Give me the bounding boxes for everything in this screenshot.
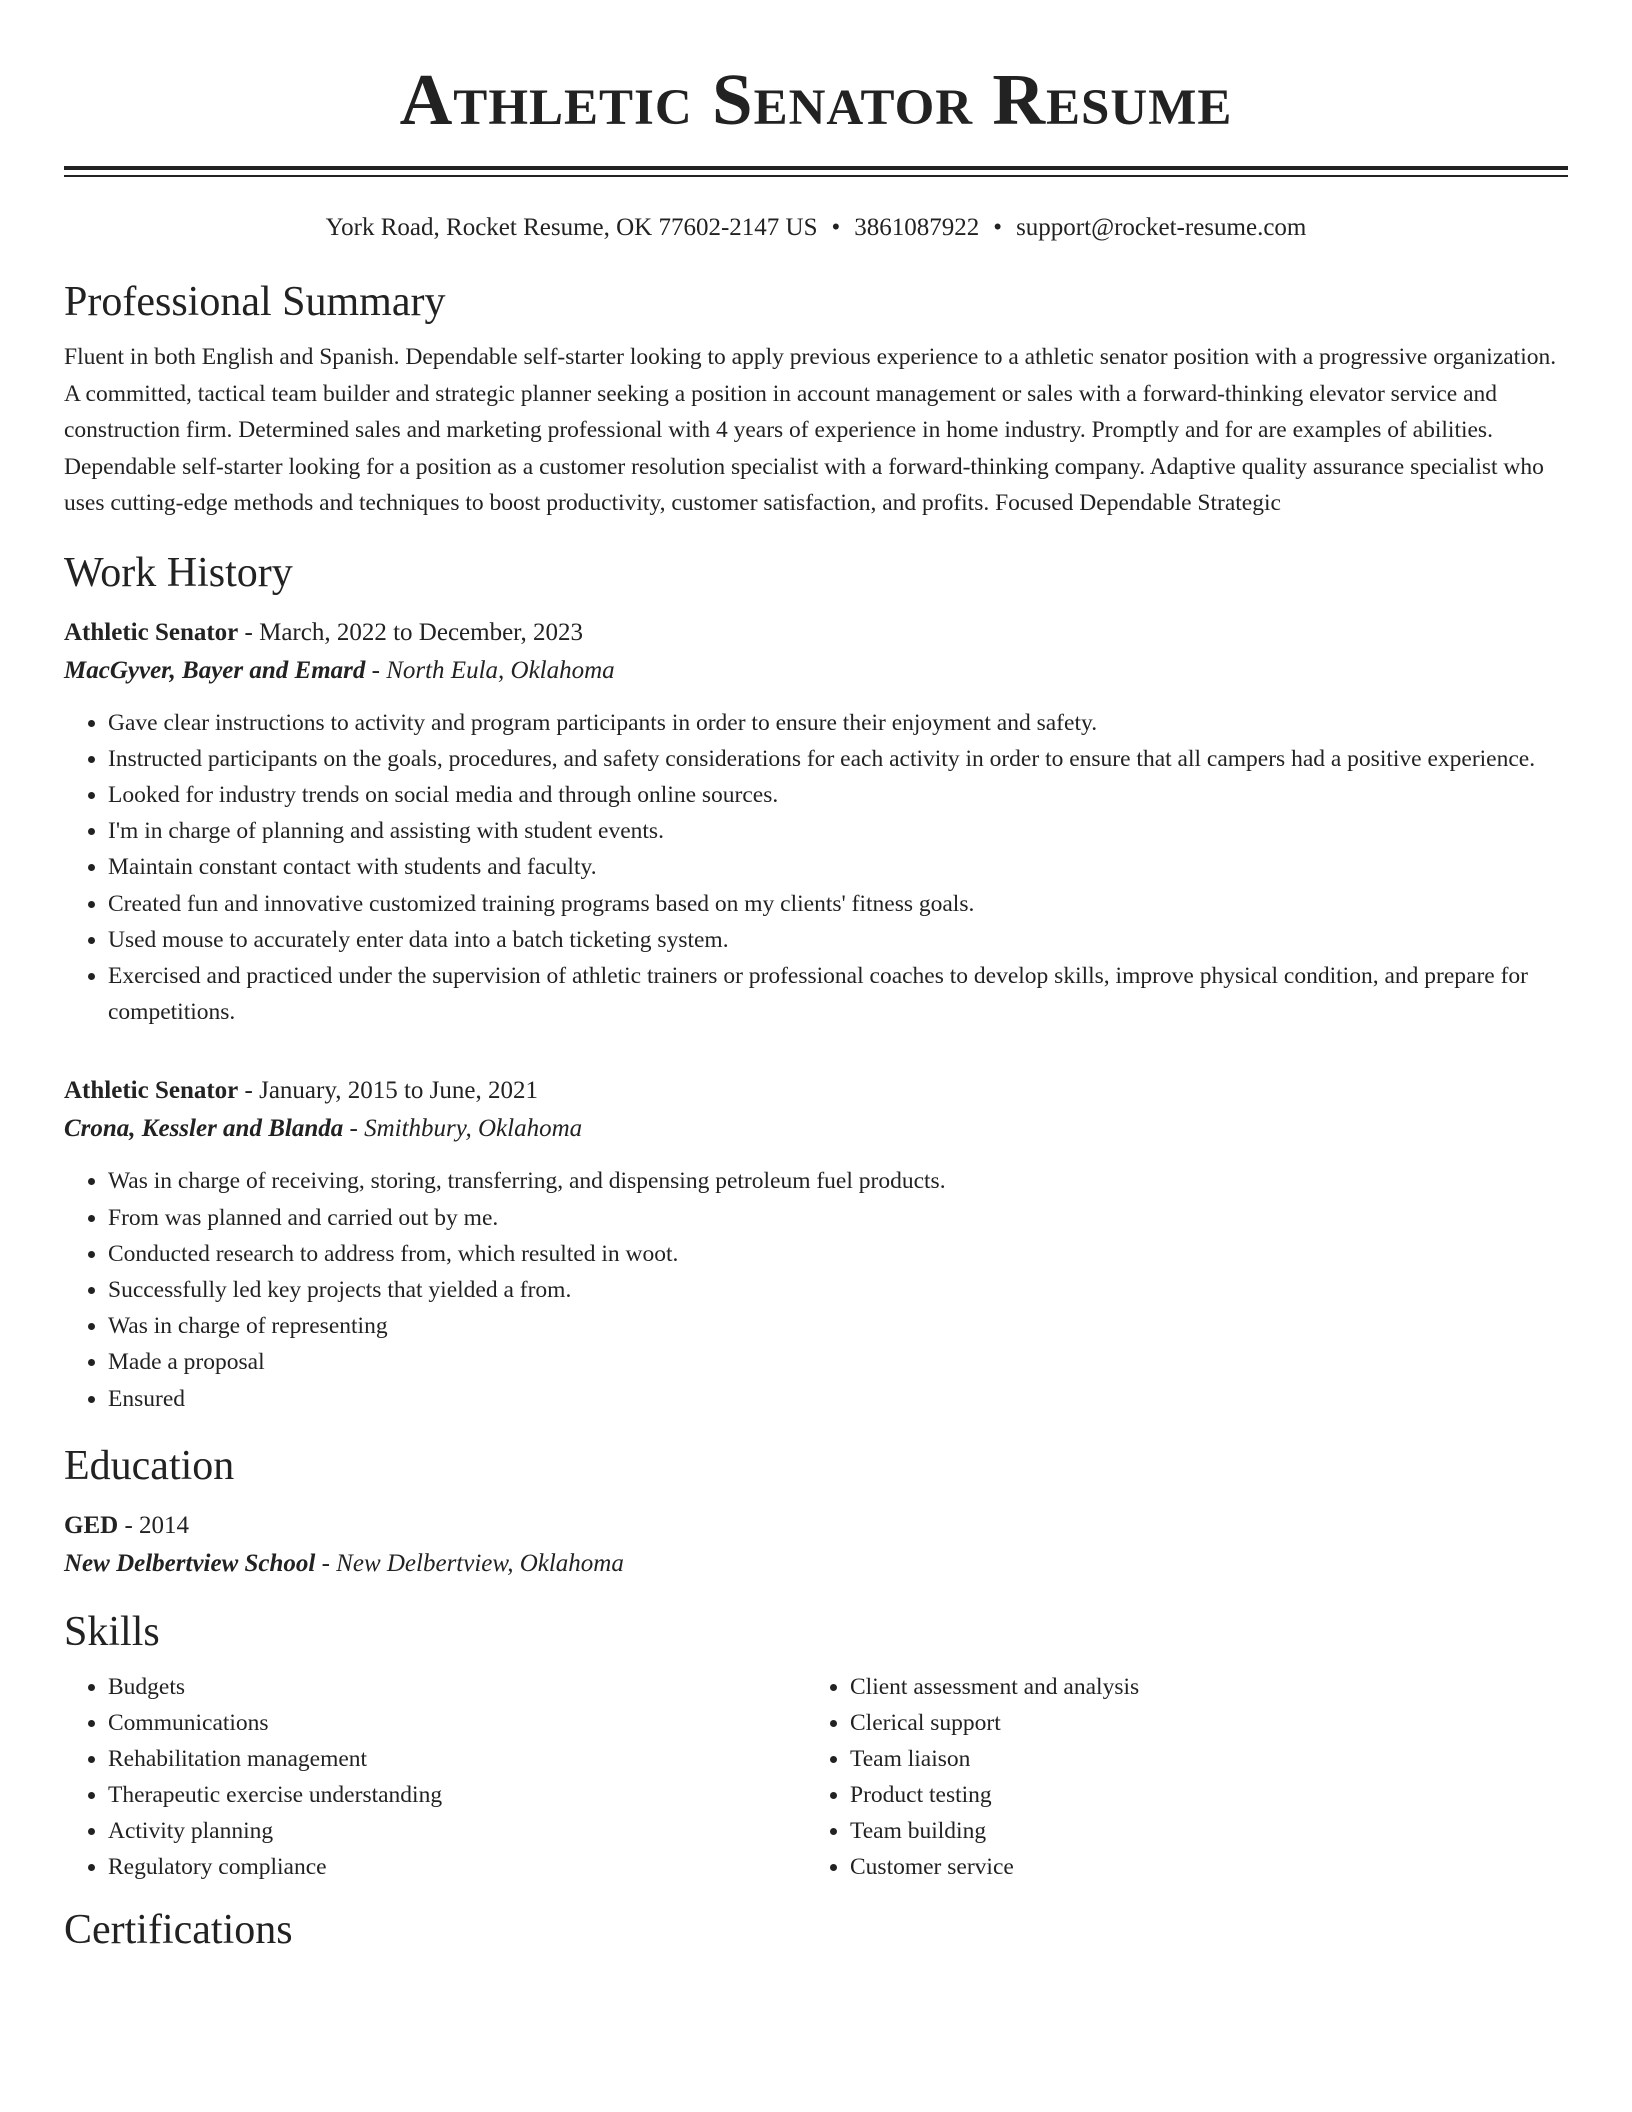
job-duty: • Ensured [108,1381,1568,1417]
contact-separator: • [993,214,1003,241]
job-duty: • Maintain constant contact with students and faculty. [108,849,1568,885]
job-location: - Smithbury, Oklahoma [343,1115,583,1143]
contact-address: York Road, Rocket Resume, OK 77602-2147 US [325,214,818,241]
skills-grid [64,1669,1568,1885]
education-school: New Delbertview School [64,1549,316,1577]
skills-column-left [64,1669,806,1885]
job-duty: • Created fun and innovative customized training programs based on my clients' fitness goals. [108,886,1568,922]
job-entry [64,614,1568,1031]
skill-item: • Communications [108,1705,806,1741]
job-duty: • Conducted research to address from, which resulted in woot. [108,1236,1568,1272]
skills-heading: Skills [64,1608,160,1655]
skill-item: • Therapeutic exercise understanding [108,1777,806,1813]
job-duty: • Instructed participants on the goals, procedures, and safety considerations for each activity in order to ensure that all campers had a positive experience. [108,741,1568,777]
job-duties-list [64,705,1568,1031]
job-employer [64,652,1568,690]
education-entry [64,1507,1568,1583]
skill-item: • Product testing [850,1777,1548,1813]
job-duty: • From was planned and carried out by me. [108,1200,1568,1236]
skill-item: • Client assessment and analysis [850,1669,1548,1705]
title-divider-thin [64,175,1568,177]
skill-item: • Team building [850,1813,1548,1849]
skill-item: • Customer service [850,1849,1548,1885]
job-duty: • Successfully led key projects that yielded a from. [108,1272,1568,1308]
education-degree: GED [64,1511,119,1539]
skills-list [806,1669,1548,1885]
job-duty: • Was in charge of representing [108,1308,1568,1344]
education-heading: Education [64,1442,235,1489]
job-duties-list [64,1163,1568,1416]
summary-heading: Professional Summary [64,279,446,325]
contact-separator: • [831,214,841,241]
education-school-line [64,1545,1568,1583]
education-year: - 2014 [118,1511,190,1539]
work-history-heading: Work History [64,549,293,596]
skill-item: • Budgets [108,1669,806,1705]
title-divider-thick [64,166,1568,170]
job-employer [64,1110,1568,1148]
job-company: MacGyver, Bayer and Emard [64,656,366,684]
resume-title: Athletic Senator Resume [399,59,1233,140]
job-location: - North Eula, Oklahoma [365,656,615,684]
skill-item: • Regulatory compliance [108,1849,806,1885]
job-duty: • I'm in charge of planning and assisting with student events. [108,813,1568,849]
job-duty: • Gave clear instructions to activity and program participants in order to ensure their enjoyment and safety. [108,705,1568,741]
job-duty: • Was in charge of receiving, storing, transferring, and dispensing petroleum fuel products. [108,1163,1568,1199]
job-title: Athletic Senator [64,618,239,646]
contact-phone: 3861087922 [854,214,980,241]
education-header [64,1507,1568,1545]
skill-item: • Team liaison [850,1741,1548,1777]
skill-item: • Activity planning [108,1813,806,1849]
skills-list [64,1669,806,1885]
job-header [64,614,1568,652]
job-dates: - March, 2022 to December, 2023 [238,618,584,646]
skills-column-right [806,1669,1548,1885]
contact-line [64,213,1568,243]
job-duty: • Used mouse to accurately enter data into a batch ticketing system. [108,922,1568,958]
skill-item: • Rehabilitation management [108,1741,806,1777]
job-entry [64,1072,1568,1416]
job-header [64,1072,1568,1110]
job-duty: • Looked for industry trends on social media and through online sources. [108,777,1568,813]
certifications-heading: Certifications [64,1906,293,1953]
job-duty: • Exercised and practiced under the supervision of athletic trainers or professional coaches to develop skills, improve physical condition, and prepare for competitions. [108,958,1568,1030]
summary-text: Fluent in both English and Spanish. Dependable self-starter looking to apply previous experience to a athletic senator position with a progressive organization. A committed, tactical team builder and strategic planner seeking a position in account management or sales with a forward-thinking elevator service and construction firm. Determined sales and marketing professional with 4 years of experience in home industry. Promptly and for are examples of abilities. Dependable self-starter looking for a position as a customer resolution specialist with a forward-thinking company. Adaptive quality assurance specialist who uses cutting-edge methods and techniques to boost productivity, customer satisfaction, and profits. Focused Dependable Strategic [64,344,1557,516]
contact-email: support@rocket-resume.com [1016,214,1307,241]
job-title: Athletic Senator [64,1077,239,1105]
education-location: - New Delbertview, Oklahoma [315,1549,624,1577]
skill-item: • Clerical support [850,1705,1548,1741]
job-duty: • Made a proposal [108,1344,1568,1380]
job-company: Crona, Kessler and Blanda [64,1115,344,1143]
job-dates: - January, 2015 to June, 2021 [238,1077,539,1105]
